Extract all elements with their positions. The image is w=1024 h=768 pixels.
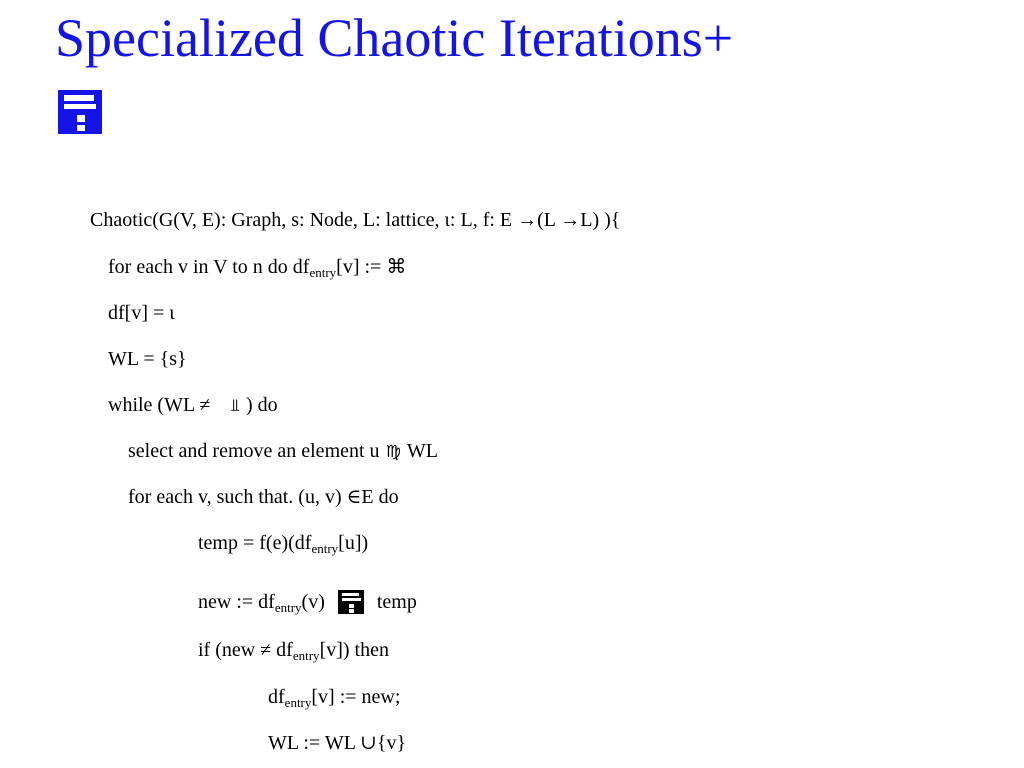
- code-line-5: while (WL ≠ ⫫ ) do: [108, 394, 278, 416]
- code-line-2: for each v in V to n do $df_{entry}[v]$ := ⌘: [108, 256, 407, 280]
- code-line-6: select and remove an element u ♍ WL: [128, 440, 438, 462]
- code-line-9: new := $df_{entry}(v)$ temp: [198, 591, 417, 615]
- code-line-3: df[v] = ι: [108, 302, 175, 324]
- code-line-8: temp = $f(e)(df_{entry}[u])$: [198, 532, 369, 556]
- code-line-7: for each v, such that. (u, v) ∈E do: [128, 486, 399, 508]
- empty-set-symbol: ⫫: [230, 396, 240, 416]
- code-line-11: $df_{entry}[v]$ := new;: [268, 686, 401, 710]
- floppy-disk-icon: [338, 590, 364, 614]
- code-line-1: Chaotic(G(V, E): Graph, s: Node, L: lattice, ι: L, f: E →(L →L) ){: [90, 209, 621, 231]
- code-line-10: if $(new \ne df_{entry}[v])$ then: [198, 639, 389, 663]
- element-of-symbol: ♍: [385, 442, 401, 462]
- code-line-4: WL = {s}: [108, 348, 187, 370]
- slide-title: Specialized Chaotic Iterations+: [55, 8, 734, 68]
- code-line-12: WL := WL ∪{v}: [268, 732, 407, 754]
